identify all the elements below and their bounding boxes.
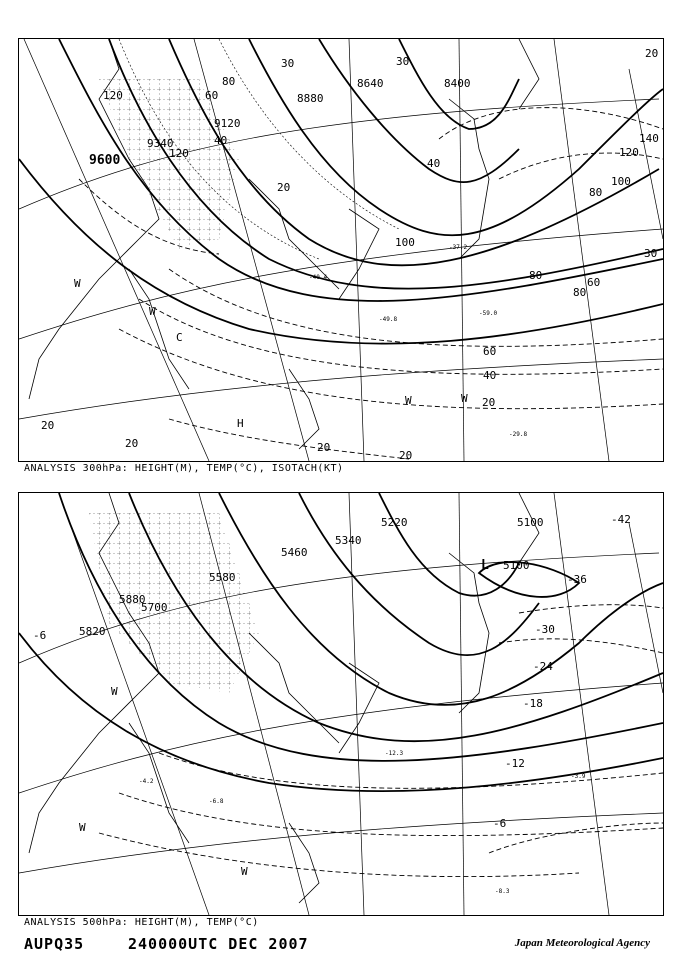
height-label: 8880 [297, 92, 324, 105]
temp-label: -12 [505, 757, 525, 770]
station-temp: -59.0 [479, 310, 498, 317]
isotach-label: 30 [281, 57, 295, 70]
pressure-center-label: W [111, 685, 118, 698]
height-label: 5460 [281, 546, 308, 559]
temp-label: -6 [493, 817, 507, 830]
agency-credit: Japan Meteorological Agency [514, 937, 650, 949]
height-label: 5220 [381, 516, 408, 529]
pressure-center-label: W [74, 277, 81, 290]
height-label: 5580 [209, 571, 236, 584]
height-label: 5700 [141, 601, 168, 614]
isotach-label: 60 [483, 345, 497, 358]
isotach-label: 60 [205, 89, 219, 102]
isotach-label: 40 [427, 157, 441, 170]
height-label: 8640 [357, 77, 384, 90]
isotach-label: 40 [483, 369, 497, 382]
pressure-center-label: W [79, 821, 86, 834]
isotach-label: 20 [125, 437, 139, 450]
isotach-label: 80 [222, 75, 236, 88]
isotach-label: 20 [399, 449, 413, 461]
isotach-label: 100 [611, 175, 631, 188]
map-panel-300hpa [18, 38, 664, 462]
isotach-label: 30 [396, 55, 410, 68]
pressure-center-label: W [405, 394, 412, 407]
station-temp: -3.9 [571, 773, 586, 780]
isotach-label: 40 [214, 134, 228, 147]
station-temp: -4.2 [139, 778, 154, 785]
height-label: 5820 [79, 625, 106, 638]
panel-300-caption: ANALYSIS 300hPa: HEIGHT(M), TEMP(°C), ISOTACH(KT) [24, 463, 344, 474]
isotach-label: 120 [619, 146, 639, 159]
pressure-center-label: C [176, 331, 183, 344]
station-temp: -6.8 [209, 798, 224, 805]
height-label: 5100 [517, 516, 544, 529]
panel-500-caption: ANALYSIS 500hPa: HEIGHT(M), TEMP(°C) [24, 917, 259, 928]
isotach-label: 80 [573, 286, 587, 299]
temp-label: -6 [33, 629, 47, 642]
station-temp: -29.8 [509, 431, 528, 438]
temp-label: -30 [535, 623, 555, 636]
height-label: 9340 [147, 137, 174, 150]
height-label: 5340 [335, 534, 362, 547]
isotach-label: 120 [103, 89, 123, 102]
issue-time: 240000UTC DEC 2007 [128, 935, 309, 953]
isotach-label: 20 [277, 181, 291, 194]
hatched-region [89, 513, 259, 693]
temp-label: -18 [523, 697, 543, 710]
isotach-label: 20 [645, 47, 659, 60]
isotach-label: 140 [639, 132, 659, 145]
height-label: 8400 [444, 77, 471, 90]
isotach-label: 20 [41, 419, 55, 432]
isotach-label: 120 [169, 147, 189, 160]
station-temp: -40.4 [309, 274, 328, 281]
temp-label: -24 [533, 660, 553, 673]
height-label: 5100 [503, 559, 530, 572]
height-label: 5880 [119, 593, 146, 606]
station-temp: -37.2 [449, 244, 468, 251]
pressure-center-label: L [481, 558, 489, 573]
temp-label: -36 [567, 573, 587, 586]
station-temp: -49.8 [379, 316, 398, 323]
isotach-label: 60 [587, 276, 601, 289]
isotach-label: 80 [529, 269, 543, 282]
pressure-center-label: W [149, 305, 156, 318]
temp-label: -42 [611, 513, 631, 526]
pressure-center-label: W [241, 865, 248, 878]
isotach-label: 100 [395, 236, 415, 249]
map-300hpa-svg [19, 39, 663, 461]
station-temp: -12.3 [385, 750, 404, 757]
chart-code: AUPQ35 [24, 935, 85, 953]
pressure-center-label: W [461, 392, 468, 405]
height-label: 9600 [89, 153, 121, 168]
height-label: 9120 [214, 117, 241, 130]
isotach-label: 80 [589, 186, 603, 199]
pressure-center-label: H [237, 417, 244, 430]
isotach-label: 20 [317, 441, 331, 454]
map-500hpa-svg [19, 493, 663, 915]
isotach-label: 20 [482, 396, 496, 409]
isotach-label: 30 [644, 247, 658, 260]
map-panel-500hpa [18, 492, 664, 916]
station-temp: -8.3 [495, 888, 510, 895]
